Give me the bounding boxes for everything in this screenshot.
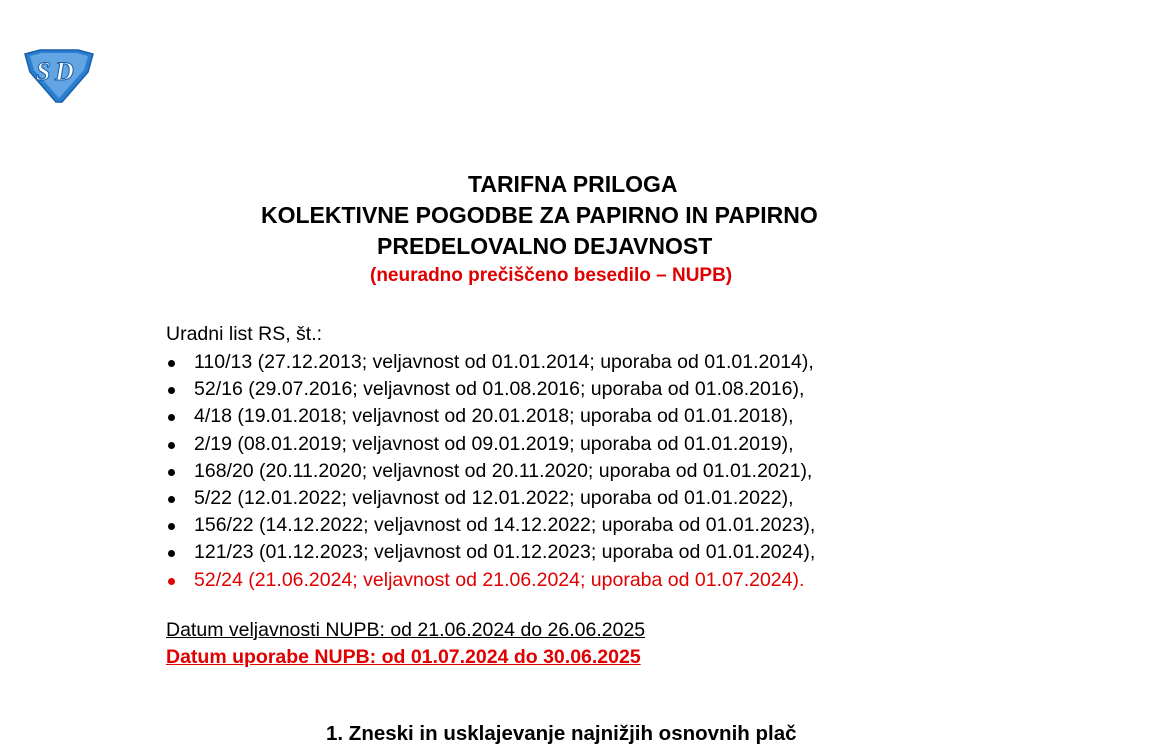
gazette-item <box>166 485 815 512</box>
gazette-item <box>166 376 815 403</box>
title-line-1: TARIFNA PRILOGA <box>468 171 678 197</box>
gazette-item <box>166 349 815 376</box>
bullet-icon <box>168 414 175 421</box>
bullet-icon <box>168 469 175 476</box>
gazette-item <box>166 403 815 430</box>
gazette-item-text: 52/24 (21.06.2024; veljavnost od 21.06.2024; uporaba od 01.07.2024). <box>194 568 805 591</box>
validity-date: Datum veljavnosti NUPB: od 21.06.2024 do 26.06.2025 <box>166 619 646 641</box>
gazette-list <box>166 349 815 594</box>
gazette-item-text: 168/20 (20.11.2020; veljavnost od 20.11.2020; uporaba od 01.01.2021), <box>194 459 813 482</box>
document-subtitle: (neuradno prečiščeno besedilo – NUPB) <box>370 265 733 286</box>
bullet-icon <box>168 360 175 367</box>
bullet-icon <box>168 523 175 530</box>
bullet-icon <box>168 442 175 449</box>
gazette-item <box>166 539 815 566</box>
bullet-icon <box>168 387 175 394</box>
svg-text:D: D <box>55 57 74 86</box>
gazette-item <box>166 458 815 485</box>
gazette-item-text: 52/16 (29.07.2016; veljavnost od 01.08.2016; uporaba od 01.08.2016), <box>194 378 805 401</box>
gazette-item <box>166 512 815 539</box>
gazette-intro: Uradni list RS, št.: <box>166 323 323 345</box>
svg-text:S: S <box>36 57 51 86</box>
gazette-item <box>166 431 815 458</box>
bullet-icon <box>168 550 175 557</box>
gazette-item-text: 4/18 (19.01.2018; veljavnost od 20.01.2018; uporaba od 01.01.2018), <box>194 405 794 428</box>
gazette-item-latest <box>166 567 815 594</box>
title-line-3: PREDELOVALNO DEJAVNOST <box>377 233 713 259</box>
section-heading: 1. Zneski in usklajevanje najnižjih osnovnih plač <box>326 722 797 745</box>
gazette-item-text: 156/22 (14.12.2022; veljavnost od 14.12.2022; uporaba od 01.01.2023), <box>194 514 816 537</box>
gazette-item-text: 5/22 (12.01.2022; veljavnost od 12.01.2022; uporaba od 01.01.2022), <box>194 486 794 509</box>
company-logo-icon <box>22 48 96 104</box>
bullet-icon <box>168 578 175 585</box>
bullet-icon <box>168 496 175 503</box>
gazette-item-text: 2/19 (08.01.2019; veljavnost od 09.01.2019; uporaba od 01.01.2019), <box>194 432 794 455</box>
title-line-2: KOLEKTIVNE POGODBE ZA PAPIRNO IN PAPIRNO <box>261 202 818 228</box>
gazette-item-text: 110/13 (27.12.2013; veljavnost od 01.01.2014; uporaba od 01.01.2014), <box>194 351 814 373</box>
gazette-item-text: 121/23 (01.12.2023; veljavnost od 01.12.2023; uporaba od 01.01.2024), <box>194 541 816 564</box>
usage-date: Datum uporabe NUPB: od 01.07.2024 do 30.06.2025 <box>166 646 641 668</box>
